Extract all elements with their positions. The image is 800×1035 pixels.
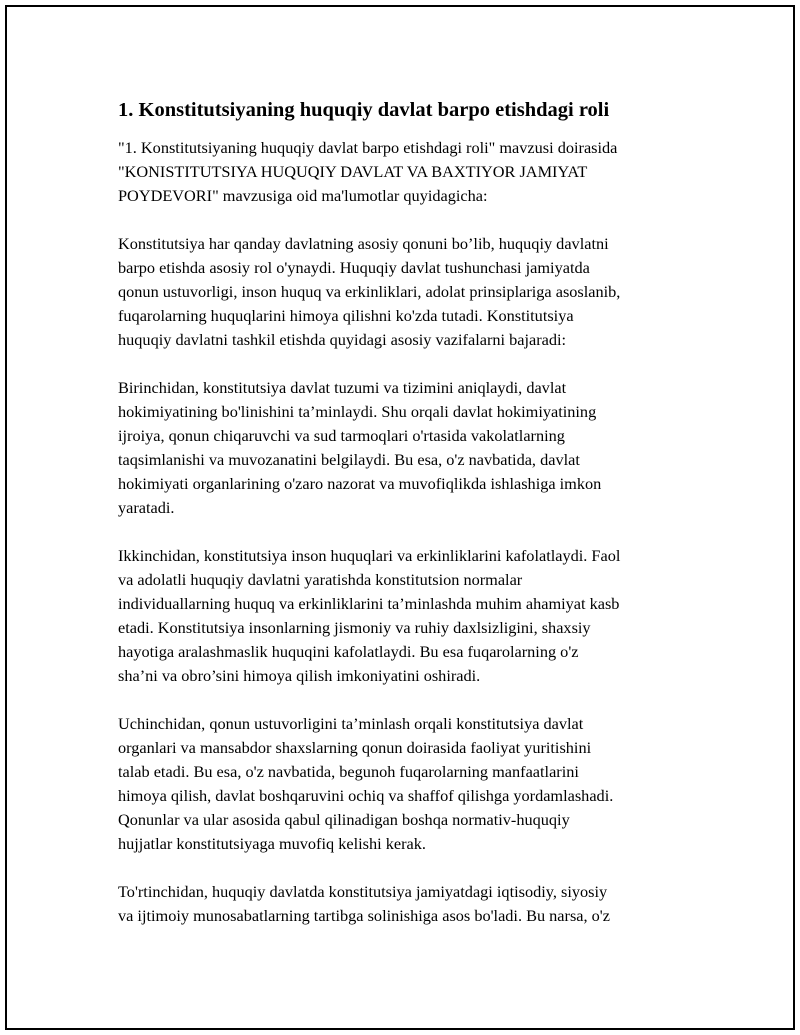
document-body xyxy=(118,136,708,928)
paragraph-line: hokimiyatining bo'linishini ta’minlaydi. Shu orqali davlat hokimiyatining xyxy=(118,402,597,421)
paragraph-line: hayotiga aralashmaslik huquqini kafolatlaydi. Bu esa fuqarolarning o'z xyxy=(118,642,579,661)
paragraph-line: fuqarolarning huquqlarini himoya qilishni ko'zda tutadi. Konstitutsiya xyxy=(118,306,574,325)
body-paragraph xyxy=(118,544,708,688)
paragraph-line: To'rtinchidan, huquqiy davlatda konstitutsiya jamiyatdagi iqtisodiy, siyosiy xyxy=(118,882,608,901)
paragraph-line: etadi. Konstitutsiya insonlarning jismoniy va ruhiy daxlsizligini, shaxsiy xyxy=(118,618,591,637)
paragraph-line: sha’ni va obro’sini himoya qilish imkoniyatini oshiradi. xyxy=(118,666,481,685)
paragraph-line: qonun ustuvorligi, inson huquq va erkinliklari, adolat prinsiplariga asoslanib, xyxy=(118,282,621,301)
body-paragraph xyxy=(118,880,708,928)
document-content xyxy=(118,94,708,952)
paragraph-line: huquqiy davlatni tashkil etishda quyidagi asosiy vazifalarni bajaradi: xyxy=(118,330,567,349)
paragraph-line: Ikkinchidan, konstitutsiya inson huquqlari va erkinliklarini kafolatlaydi. Faol xyxy=(118,546,621,565)
body-paragraph xyxy=(118,232,708,352)
paragraph-line: ijroiya, qonun chiqaruvchi va sud tarmoqlari o'rtasida vakolatlarning xyxy=(118,426,565,445)
paragraph-line: Konstitutsiya har qanday davlatning asosiy qonuni bo’lib, huquqiy davlatni xyxy=(118,234,609,253)
paragraph-line: va adolatli huquqiy davlatni yaratishda konstitutsion normalar xyxy=(118,570,523,589)
body-paragraph xyxy=(118,376,708,520)
body-paragraph xyxy=(118,136,708,208)
paragraph-line: hujjatlar konstitutsiyaga muvofiq kelishi kerak. xyxy=(118,834,426,853)
paragraph-line: yaratadi. xyxy=(118,498,175,517)
paragraph-line: barpo etishda asosiy rol o'ynaydi. Huquqiy davlat tushunchasi jamiyatda xyxy=(118,258,590,277)
paragraph-line: talab etadi. Bu esa, o'z navbatida, begunoh fuqarolarning manfaatlarini xyxy=(118,762,579,781)
paragraph-line: Uchinchidan, qonun ustuvorligini ta’minlash orqali konstitutsiya davlat xyxy=(118,714,584,733)
paragraph-line: himoya qilish, davlat boshqaruvini ochiq va shaffof qilishga yordamlashadi. xyxy=(118,786,614,805)
paragraph-line: va ijtimoiy munosabatlarning tartibga solinishiga asos bo'ladi. Bu narsa, o'z xyxy=(118,906,610,925)
document-page xyxy=(5,5,795,1030)
paragraph-line: Qonunlar va ular asosida qabul qilinadigan boshqa normativ-huquqiy xyxy=(118,810,570,829)
paragraph-line: POYDEVORI" mavzusiga oid ma'lumotlar quyidagicha: xyxy=(118,186,488,205)
paragraph-line: "1. Konstitutsiyaning huquqiy davlat barpo etishdagi roli" mavzusi doirasida xyxy=(118,138,618,157)
body-paragraph xyxy=(118,712,708,856)
paragraph-line: organlari va mansabdor shaxslarning qonun doirasida faoliyat yuritishini xyxy=(118,738,592,757)
paragraph-line: hokimiyati organlarining o'zaro nazorat va muvofiqlikda ishlashiga imkon xyxy=(118,474,602,493)
paragraph-line: "KONISTITUTSIYA HUQUQIY DAVLAT VA BAXTIYOR JAMIYAT xyxy=(118,162,588,181)
paragraph-line: taqsimlanishi va muvozanatini belgilaydi. Bu esa, o'z navbatida, davlat xyxy=(118,450,580,469)
document-title: 1. Konstitutsiyaning huquqiy davlat barpo etishdagi roli xyxy=(118,99,610,121)
paragraph-line: individuallarning huquq va erkinliklarini ta’minlashda muhim ahamiyat kasb xyxy=(118,594,620,613)
paragraph-line: Birinchidan, konstitutsiya davlat tuzumi va tizimini aniqlaydi, davlat xyxy=(118,378,567,397)
